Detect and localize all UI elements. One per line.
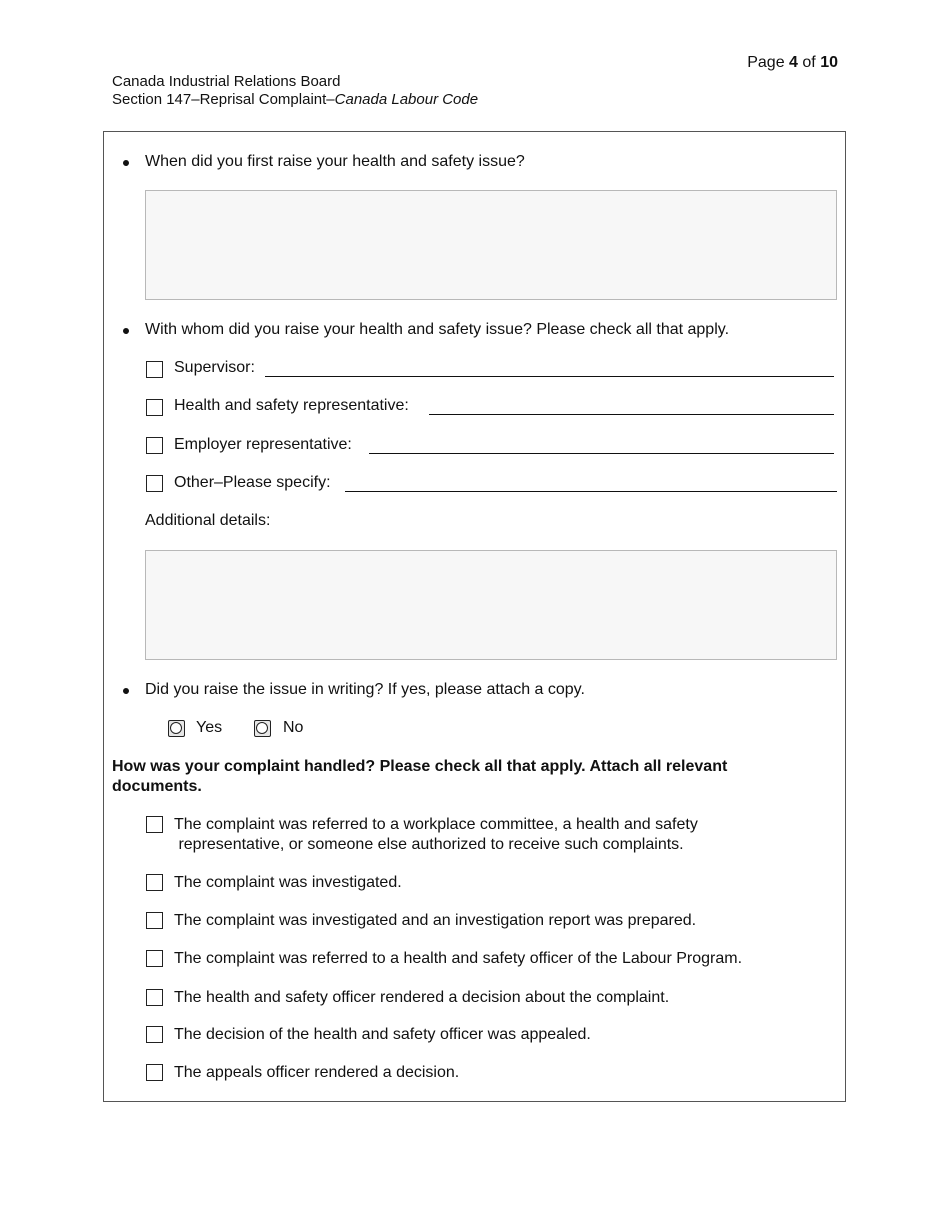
page-label: Page — [747, 54, 785, 71]
section-code: Canada Labour Code — [334, 91, 479, 108]
officer-decision-checkbox[interactable] — [146, 989, 163, 1006]
yes-label: Yes — [196, 719, 223, 736]
officer-decision-label: The health and safety officer rendered a decision about the complaint. — [174, 989, 670, 1006]
other-checkbox[interactable] — [146, 475, 163, 492]
question-raised-with: With whom did you raise your health and safety issue? Please check all that apply. — [145, 321, 730, 338]
question-in-writing: Did you raise the issue in writing? If yes, please attach a copy. — [145, 681, 585, 698]
investigated-checkbox[interactable] — [146, 874, 163, 891]
hs-representative-checkbox[interactable] — [146, 399, 163, 416]
appeals-decision-checkbox[interactable] — [146, 1064, 163, 1081]
investigation-report-label: The complaint was investigated and an investigation report was prepared. — [174, 912, 697, 929]
page-current: 4 — [789, 54, 798, 71]
referred-officer-checkbox[interactable] — [146, 950, 163, 967]
bullet — [123, 160, 129, 166]
hs-representative-label: Health and safety representative: — [174, 397, 409, 414]
appeals-decision-label: The appeals officer rendered a decision. — [174, 1064, 460, 1081]
investigation-report-checkbox[interactable] — [146, 912, 163, 929]
page-total: 10 — [820, 54, 838, 71]
decision-appealed-checkbox[interactable] — [146, 1026, 163, 1043]
referred-committee-label-line1: The complaint was referred to a workplace committee, a health and safety — [174, 816, 698, 833]
other-line[interactable] — [345, 491, 837, 492]
employer-representative-line[interactable] — [369, 453, 834, 454]
employer-representative-checkbox[interactable] — [146, 437, 163, 454]
section-title — [112, 91, 478, 109]
yes-radio[interactable] — [168, 720, 185, 737]
additional-details-textbox[interactable] — [145, 550, 837, 660]
supervisor-line[interactable] — [265, 376, 834, 377]
additional-details-label: Additional details: — [145, 512, 271, 529]
investigated-label: The complaint was investigated. — [174, 874, 402, 891]
page-number — [747, 54, 838, 72]
supervisor-checkbox[interactable] — [146, 361, 163, 378]
section-prefix: Section 147–Reprisal Complaint– — [112, 91, 335, 108]
no-radio[interactable] — [254, 720, 271, 737]
referred-committee-checkbox[interactable] — [146, 816, 163, 833]
supervisor-label: Supervisor: — [174, 359, 255, 376]
bullet — [123, 688, 129, 694]
question-first-raised: When did you first raise your health and safety issue? — [145, 153, 525, 170]
decision-appealed-label: The decision of the health and safety officer was appealed. — [174, 1026, 591, 1043]
bullet — [123, 328, 129, 334]
org-name: Canada Industrial Relations Board — [112, 73, 341, 90]
first-raised-textbox[interactable] — [145, 190, 837, 300]
no-label: No — [283, 719, 304, 736]
employer-representative-label: Employer representative: — [174, 436, 352, 453]
referred-officer-label: The complaint was referred to a health and safety officer of the Labour Program. — [174, 950, 743, 967]
hs-representative-line[interactable] — [429, 414, 834, 415]
referred-committee-label-line2: representative, or someone else authorized to receive such complaints. — [174, 836, 684, 853]
page-of-label: of — [802, 54, 816, 71]
question-complaint-handled: How was your complaint handled? Please check all that apply. Attach all relevant documents. — [112, 758, 728, 795]
other-label: Other–Please specify: — [174, 474, 331, 491]
